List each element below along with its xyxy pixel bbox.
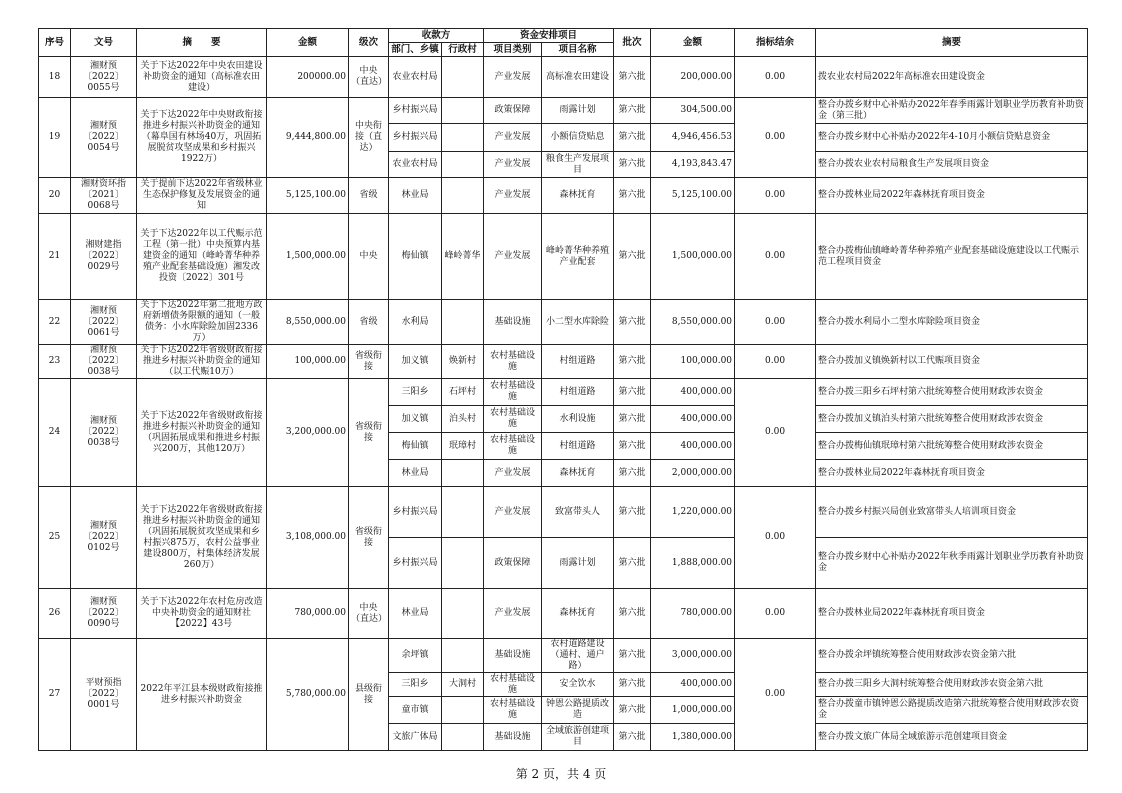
item-summary: 整合办拨梅仙镇珉璋村第六批统筹整合使用财政涉农资金 xyxy=(816,433,1088,460)
row-seq: 26 xyxy=(39,589,71,639)
item-summary: 整合办拨乡村振兴局创业致富带头人培训项目资金 xyxy=(816,487,1088,538)
item-village: 泊头村 xyxy=(442,406,484,433)
item-dept: 乡村振兴局 xyxy=(389,98,442,124)
item-batch: 第六批 xyxy=(614,639,651,673)
item-project-name: 小二型水库除险 xyxy=(542,300,614,345)
header-batch: 批次 xyxy=(614,29,651,57)
item-village: 珉璋村 xyxy=(442,433,484,460)
item-village xyxy=(442,724,484,751)
item-project-type: 农村基础设施 xyxy=(484,406,542,433)
row-level: 中央 xyxy=(349,214,389,300)
item-summary: 整合办拨林业局2022年森林抚育项目资金 xyxy=(816,460,1088,487)
row-balance: 0.00 xyxy=(735,379,816,487)
item-project-type: 产业发展 xyxy=(484,460,542,487)
item-dept: 文旅广体局 xyxy=(389,724,442,751)
item-project-type: 基础设施 xyxy=(484,724,542,751)
row-amount: 1,500,000.00 xyxy=(267,214,349,300)
item-amount: 1,000,000.00 xyxy=(651,697,735,724)
item-dept: 农业农村局 xyxy=(389,152,442,178)
item-summary: 整合办拨乡财中心补贴办2022年秋季雨露计划职业学历教育补助资金 xyxy=(816,538,1088,589)
item-batch: 第六批 xyxy=(614,300,651,345)
item-batch: 第六批 xyxy=(614,487,651,538)
row-level: 省级 xyxy=(349,178,389,214)
item-dept: 三阳乡 xyxy=(389,379,442,406)
item-project-type: 农村基础设施 xyxy=(484,697,542,724)
row-amount: 8,550,000.00 xyxy=(267,300,349,345)
row-level: 省级 xyxy=(349,300,389,345)
row-seq: 20 xyxy=(39,178,71,214)
item-amount: 3,000,000.00 xyxy=(651,639,735,673)
row-amount: 200000.00 xyxy=(267,57,349,98)
item-project-type: 产业发展 xyxy=(484,589,542,639)
row-seq: 19 xyxy=(39,98,71,178)
row-doc-no: 湘财预〔2022〕0054号 xyxy=(71,98,137,178)
item-project-type: 产业发展 xyxy=(484,57,542,98)
row-summary: 关于下达2022年农村危房改造中央补助资金的通知财社【2022】43号 xyxy=(137,589,267,639)
table-row xyxy=(39,379,1088,406)
header-summary2: 摘要 xyxy=(816,29,1088,57)
item-village xyxy=(442,98,484,124)
item-project-name: 雨露计划 xyxy=(542,98,614,124)
row-amount: 9,444,800.00 xyxy=(267,98,349,178)
header-project: 资金安排项目 xyxy=(484,29,614,43)
item-project-name: 高标准农田建设 xyxy=(542,57,614,98)
item-amount: 400,000.00 xyxy=(651,433,735,460)
row-seq: 23 xyxy=(39,345,71,379)
row-doc-no: 湘财预〔2022〕0038号 xyxy=(71,345,137,379)
row-summary: 关于下达2022年省级财政衔接推进乡村振兴补助资金的通知（巩固拓展脱贫攻坚成果和乡村振兴875万，农村公益事业建设800万，村集体经济发展260万） xyxy=(137,487,267,589)
table-row xyxy=(39,57,1088,98)
item-project-name: 森林抚育 xyxy=(542,178,614,214)
item-batch: 第六批 xyxy=(614,724,651,751)
row-doc-no: 湘财建指〔2022〕0029号 xyxy=(71,214,137,300)
item-amount: 5,125,100.00 xyxy=(651,178,735,214)
item-amount: 1,500,000.00 xyxy=(651,214,735,300)
item-project-type: 政策保障 xyxy=(484,98,542,124)
item-summary: 整合办拨乡财中心补贴办2022年4-10月小额信贷贴息资金 xyxy=(816,124,1088,152)
table-row xyxy=(39,345,1088,379)
row-doc-no: 湘财预〔2022〕0061号 xyxy=(71,300,137,345)
item-batch: 第六批 xyxy=(614,178,651,214)
item-amount: 400,000.00 xyxy=(651,406,735,433)
item-amount: 400,000.00 xyxy=(651,673,735,697)
row-summary: 关于提前下达2022年省级林业生态保护修复及发展资金的通知 xyxy=(137,178,267,214)
item-village xyxy=(442,639,484,673)
item-batch: 第六批 xyxy=(614,345,651,379)
row-doc-no: 平财预指〔2022〕0001号 xyxy=(71,639,137,751)
item-summary: 整合办拨三阳乡大洞村统筹整合使用财政涉农资金第六批 xyxy=(816,673,1088,697)
header-amount: 金额 xyxy=(267,29,349,57)
item-dept: 乡村振兴局 xyxy=(389,124,442,152)
item-project-type: 基础设施 xyxy=(484,300,542,345)
item-dept: 林业局 xyxy=(389,178,442,214)
item-dept: 林业局 xyxy=(389,460,442,487)
item-dept: 乡村振兴局 xyxy=(389,538,442,589)
item-village xyxy=(442,487,484,538)
row-level: 中央（直达） xyxy=(349,589,389,639)
row-amount: 5,780,000.00 xyxy=(267,639,349,751)
item-amount: 780,000.00 xyxy=(651,589,735,639)
page-footer: 第 2 页，共 4 页 xyxy=(515,767,607,781)
row-balance: 0.00 xyxy=(735,57,816,98)
row-summary: 关于下达2022年以工代赈示范工程（第一批）中央预算内基建资金的通知（峰岭菁华种养殖产业配套基础设施）湘发改投资〔2022〕301号 xyxy=(137,214,267,300)
item-amount: 200,000.00 xyxy=(651,57,735,98)
item-amount: 4,193,843.47 xyxy=(651,152,735,178)
item-batch: 第六批 xyxy=(614,124,651,152)
item-project-type: 政策保障 xyxy=(484,538,542,589)
item-village xyxy=(442,300,484,345)
item-village: 石坪村 xyxy=(442,379,484,406)
row-amount: 3,200,000.00 xyxy=(267,379,349,487)
item-amount: 304,500.00 xyxy=(651,98,735,124)
item-batch: 第六批 xyxy=(614,673,651,697)
row-amount: 100,000.00 xyxy=(267,345,349,379)
item-batch: 第六批 xyxy=(614,538,651,589)
item-project-name: 致富带头人 xyxy=(542,487,614,538)
row-balance: 0.00 xyxy=(735,639,816,751)
item-dept: 余坪镇 xyxy=(389,639,442,673)
item-project-name: 森林抚育 xyxy=(542,460,614,487)
row-seq: 25 xyxy=(39,487,71,589)
item-batch: 第六批 xyxy=(614,589,651,639)
header-amount2: 金额 xyxy=(651,29,735,57)
header-level: 级次 xyxy=(349,29,389,57)
item-summary: 整合办拨加义镇泊头村第六批统筹整合使用财政涉农资金 xyxy=(816,406,1088,433)
item-village xyxy=(442,697,484,724)
header-summary: 摘 要 xyxy=(137,29,267,57)
item-summary: 整合办拨梅仙镇峰岭菁华种养殖产业配套基础设施建设以工代赈示范工程项目资金 xyxy=(816,214,1088,300)
table-row xyxy=(39,98,1088,124)
item-village xyxy=(442,57,484,98)
row-summary: 关于下达2022年中央农田建设补助资金的通知（高标准农田建设） xyxy=(137,57,267,98)
item-village xyxy=(442,152,484,178)
item-project-name: 村组道路 xyxy=(542,379,614,406)
header-recipient-dept: 部门、乡镇 xyxy=(389,43,442,57)
item-village xyxy=(442,460,484,487)
item-summary: 整合办拨文旅广体局全域旅游示范创建项目资金 xyxy=(816,724,1088,751)
item-summary: 整合办拨余坪镇统筹整合使用财政涉农资金第六批 xyxy=(816,639,1088,673)
row-seq: 24 xyxy=(39,379,71,487)
item-project-name: 雨露计划 xyxy=(542,538,614,589)
item-dept: 林业局 xyxy=(389,589,442,639)
item-project-name: 粮食生产发展项目 xyxy=(542,152,614,178)
header-doc-no: 文号 xyxy=(71,29,137,57)
item-project-name: 全域旅游创建项目 xyxy=(542,724,614,751)
item-summary: 整合办拨加义镇焕新村以工代赈项目资金 xyxy=(816,345,1088,379)
item-summary: 整合办拨农业农村局粮食生产发展项目资金 xyxy=(816,152,1088,178)
row-balance: 0.00 xyxy=(735,589,816,639)
row-level: 省级衔接 xyxy=(349,345,389,379)
row-level: 县级衔接 xyxy=(349,639,389,751)
item-batch: 第六批 xyxy=(614,433,651,460)
header-project-type: 项目类别 xyxy=(484,43,542,57)
table-row xyxy=(39,214,1088,300)
item-project-name: 森林抚育 xyxy=(542,589,614,639)
row-balance: 0.00 xyxy=(735,178,816,214)
row-summary: 关于下达2022年第二批地方政府新增债务限额的通知（一般债务：小水库除险加固2336万） xyxy=(137,300,267,345)
row-amount: 3,108,000.00 xyxy=(267,487,349,589)
item-summary: 整合办拨林业局2022年森林抚育项目资金 xyxy=(816,589,1088,639)
header-balance: 指标结余 xyxy=(735,29,816,57)
row-balance: 0.00 xyxy=(735,300,816,345)
row-summary: 关于下达2022年中央财政衔接推进乡村振兴补助资金的通知（幕阜国有林场40万，巩固拓展脱贫攻坚成果和乡村振兴1922万） xyxy=(137,98,267,178)
table-body xyxy=(39,57,1088,751)
table-row xyxy=(39,589,1088,639)
item-project-type: 产业发展 xyxy=(484,124,542,152)
item-dept: 三阳乡 xyxy=(389,673,442,697)
table-row xyxy=(39,300,1088,345)
item-project-name: 村组道路 xyxy=(542,433,614,460)
item-batch: 第六批 xyxy=(614,460,651,487)
item-batch: 第六批 xyxy=(614,697,651,724)
row-balance: 0.00 xyxy=(735,214,816,300)
item-village: 峰岭菁华 xyxy=(442,214,484,300)
table-row xyxy=(39,639,1088,673)
item-batch: 第六批 xyxy=(614,214,651,300)
item-project-name: 峰岭菁华种养殖产业配套 xyxy=(542,214,614,300)
item-village xyxy=(442,178,484,214)
item-project-name: 村组道路 xyxy=(542,345,614,379)
item-dept: 梅仙镇 xyxy=(389,214,442,300)
item-project-name: 安全饮水 xyxy=(542,673,614,697)
item-summary: 拨农业农村局2022年高标准农田建设资金 xyxy=(816,57,1088,98)
item-dept: 加义镇 xyxy=(389,406,442,433)
item-project-name: 钟恩公路提质改造 xyxy=(542,697,614,724)
item-summary: 整合办拨水利局小二型水库除险项目资金 xyxy=(816,300,1088,345)
item-project-type: 农村基础设施 xyxy=(484,673,542,697)
row-amount: 780,000.00 xyxy=(267,589,349,639)
item-summary: 整合办拨童市镇钟恩公路提质改造第六批统筹整合使用财政涉农资金 xyxy=(816,697,1088,724)
item-village: 焕新村 xyxy=(442,345,484,379)
funding-table xyxy=(38,28,1088,751)
item-project-type: 基础设施 xyxy=(484,639,542,673)
table-row xyxy=(39,178,1088,214)
row-balance: 0.00 xyxy=(735,487,816,589)
item-dept: 水利局 xyxy=(389,300,442,345)
row-doc-no: 湘财资环指〔2021〕0068号 xyxy=(71,178,137,214)
item-project-name: 小额信贷贴息 xyxy=(542,124,614,152)
item-amount: 100,000.00 xyxy=(651,345,735,379)
row-seq: 27 xyxy=(39,639,71,751)
item-project-type: 农村基础设施 xyxy=(484,433,542,460)
item-project-type: 产业发展 xyxy=(484,152,542,178)
item-batch: 第六批 xyxy=(614,379,651,406)
row-doc-no: 湘财预〔2022〕0090号 xyxy=(71,589,137,639)
row-seq: 18 xyxy=(39,57,71,98)
item-amount: 2,000,000.00 xyxy=(651,460,735,487)
item-amount: 400,000.00 xyxy=(651,379,735,406)
item-project-type: 产业发展 xyxy=(484,214,542,300)
item-batch: 第六批 xyxy=(614,98,651,124)
item-dept: 梅仙镇 xyxy=(389,433,442,460)
row-balance: 0.00 xyxy=(735,345,816,379)
item-dept: 乡村振兴局 xyxy=(389,487,442,538)
row-doc-no: 湘财预〔2022〕0055号 xyxy=(71,57,137,98)
item-project-name: 农村道路建设（通村、通户路） xyxy=(542,639,614,673)
row-seq: 21 xyxy=(39,214,71,300)
row-summary: 关于下达2022年省级财政衔接推进乡村振兴补助资金的通知（巩固拓展成果和推进乡村振兴200万，其他120万） xyxy=(137,379,267,487)
table-row xyxy=(39,487,1088,538)
row-balance: 0.00 xyxy=(735,98,816,178)
row-amount: 5,125,100.00 xyxy=(267,178,349,214)
header-recipient-village: 行政村 xyxy=(442,43,484,57)
item-batch: 第六批 xyxy=(614,57,651,98)
item-amount: 4,946,456.53 xyxy=(651,124,735,152)
row-doc-no: 湘财预〔2022〕0102号 xyxy=(71,487,137,589)
item-village: 大洞村 xyxy=(442,673,484,697)
item-batch: 第六批 xyxy=(614,152,651,178)
item-project-name: 水利设施 xyxy=(542,406,614,433)
item-dept: 农业农村局 xyxy=(389,57,442,98)
row-seq: 22 xyxy=(39,300,71,345)
header-recipient: 收款方 xyxy=(389,29,484,43)
header-seq: 序号 xyxy=(39,29,71,57)
row-level: 中央衔接（直达） xyxy=(349,98,389,178)
item-summary: 整合办拨林业局2022年森林抚育项目资金 xyxy=(816,178,1088,214)
item-village xyxy=(442,589,484,639)
item-amount: 1,220,000.00 xyxy=(651,487,735,538)
item-dept: 童市镇 xyxy=(389,697,442,724)
item-village xyxy=(442,124,484,152)
item-summary: 整合办拨三阳乡石坪村第六批统筹整合使用财政涉农资金 xyxy=(816,379,1088,406)
item-project-type: 农村基础设施 xyxy=(484,379,542,406)
row-doc-no: 湘财预〔2022〕0038号 xyxy=(71,379,137,487)
item-batch: 第六批 xyxy=(614,406,651,433)
item-summary: 整合办拨乡财中心补贴办2022年春季雨露计划职业学历教育补助资金（第三批） xyxy=(816,98,1088,124)
row-level: 省级衔接 xyxy=(349,379,389,487)
item-project-type: 农村基础设施 xyxy=(484,345,542,379)
item-amount: 8,550,000.00 xyxy=(651,300,735,345)
row-level: 省级衔接 xyxy=(349,487,389,589)
row-summary: 2022年平江县本级财政衔接推进乡村振兴补助资金 xyxy=(137,639,267,751)
item-amount: 1,380,000.00 xyxy=(651,724,735,751)
item-dept: 加义镇 xyxy=(389,345,442,379)
item-project-type: 产业发展 xyxy=(484,178,542,214)
header-project-name: 项目名称 xyxy=(542,43,614,57)
item-amount: 1,888,000.00 xyxy=(651,538,735,589)
row-level: 中央（直达） xyxy=(349,57,389,98)
row-summary: 关于下达2022年省级财政衔接推进乡村振兴补助资金的通知（以工代赈10万） xyxy=(137,345,267,379)
item-project-type: 产业发展 xyxy=(484,487,542,538)
item-village xyxy=(442,538,484,589)
